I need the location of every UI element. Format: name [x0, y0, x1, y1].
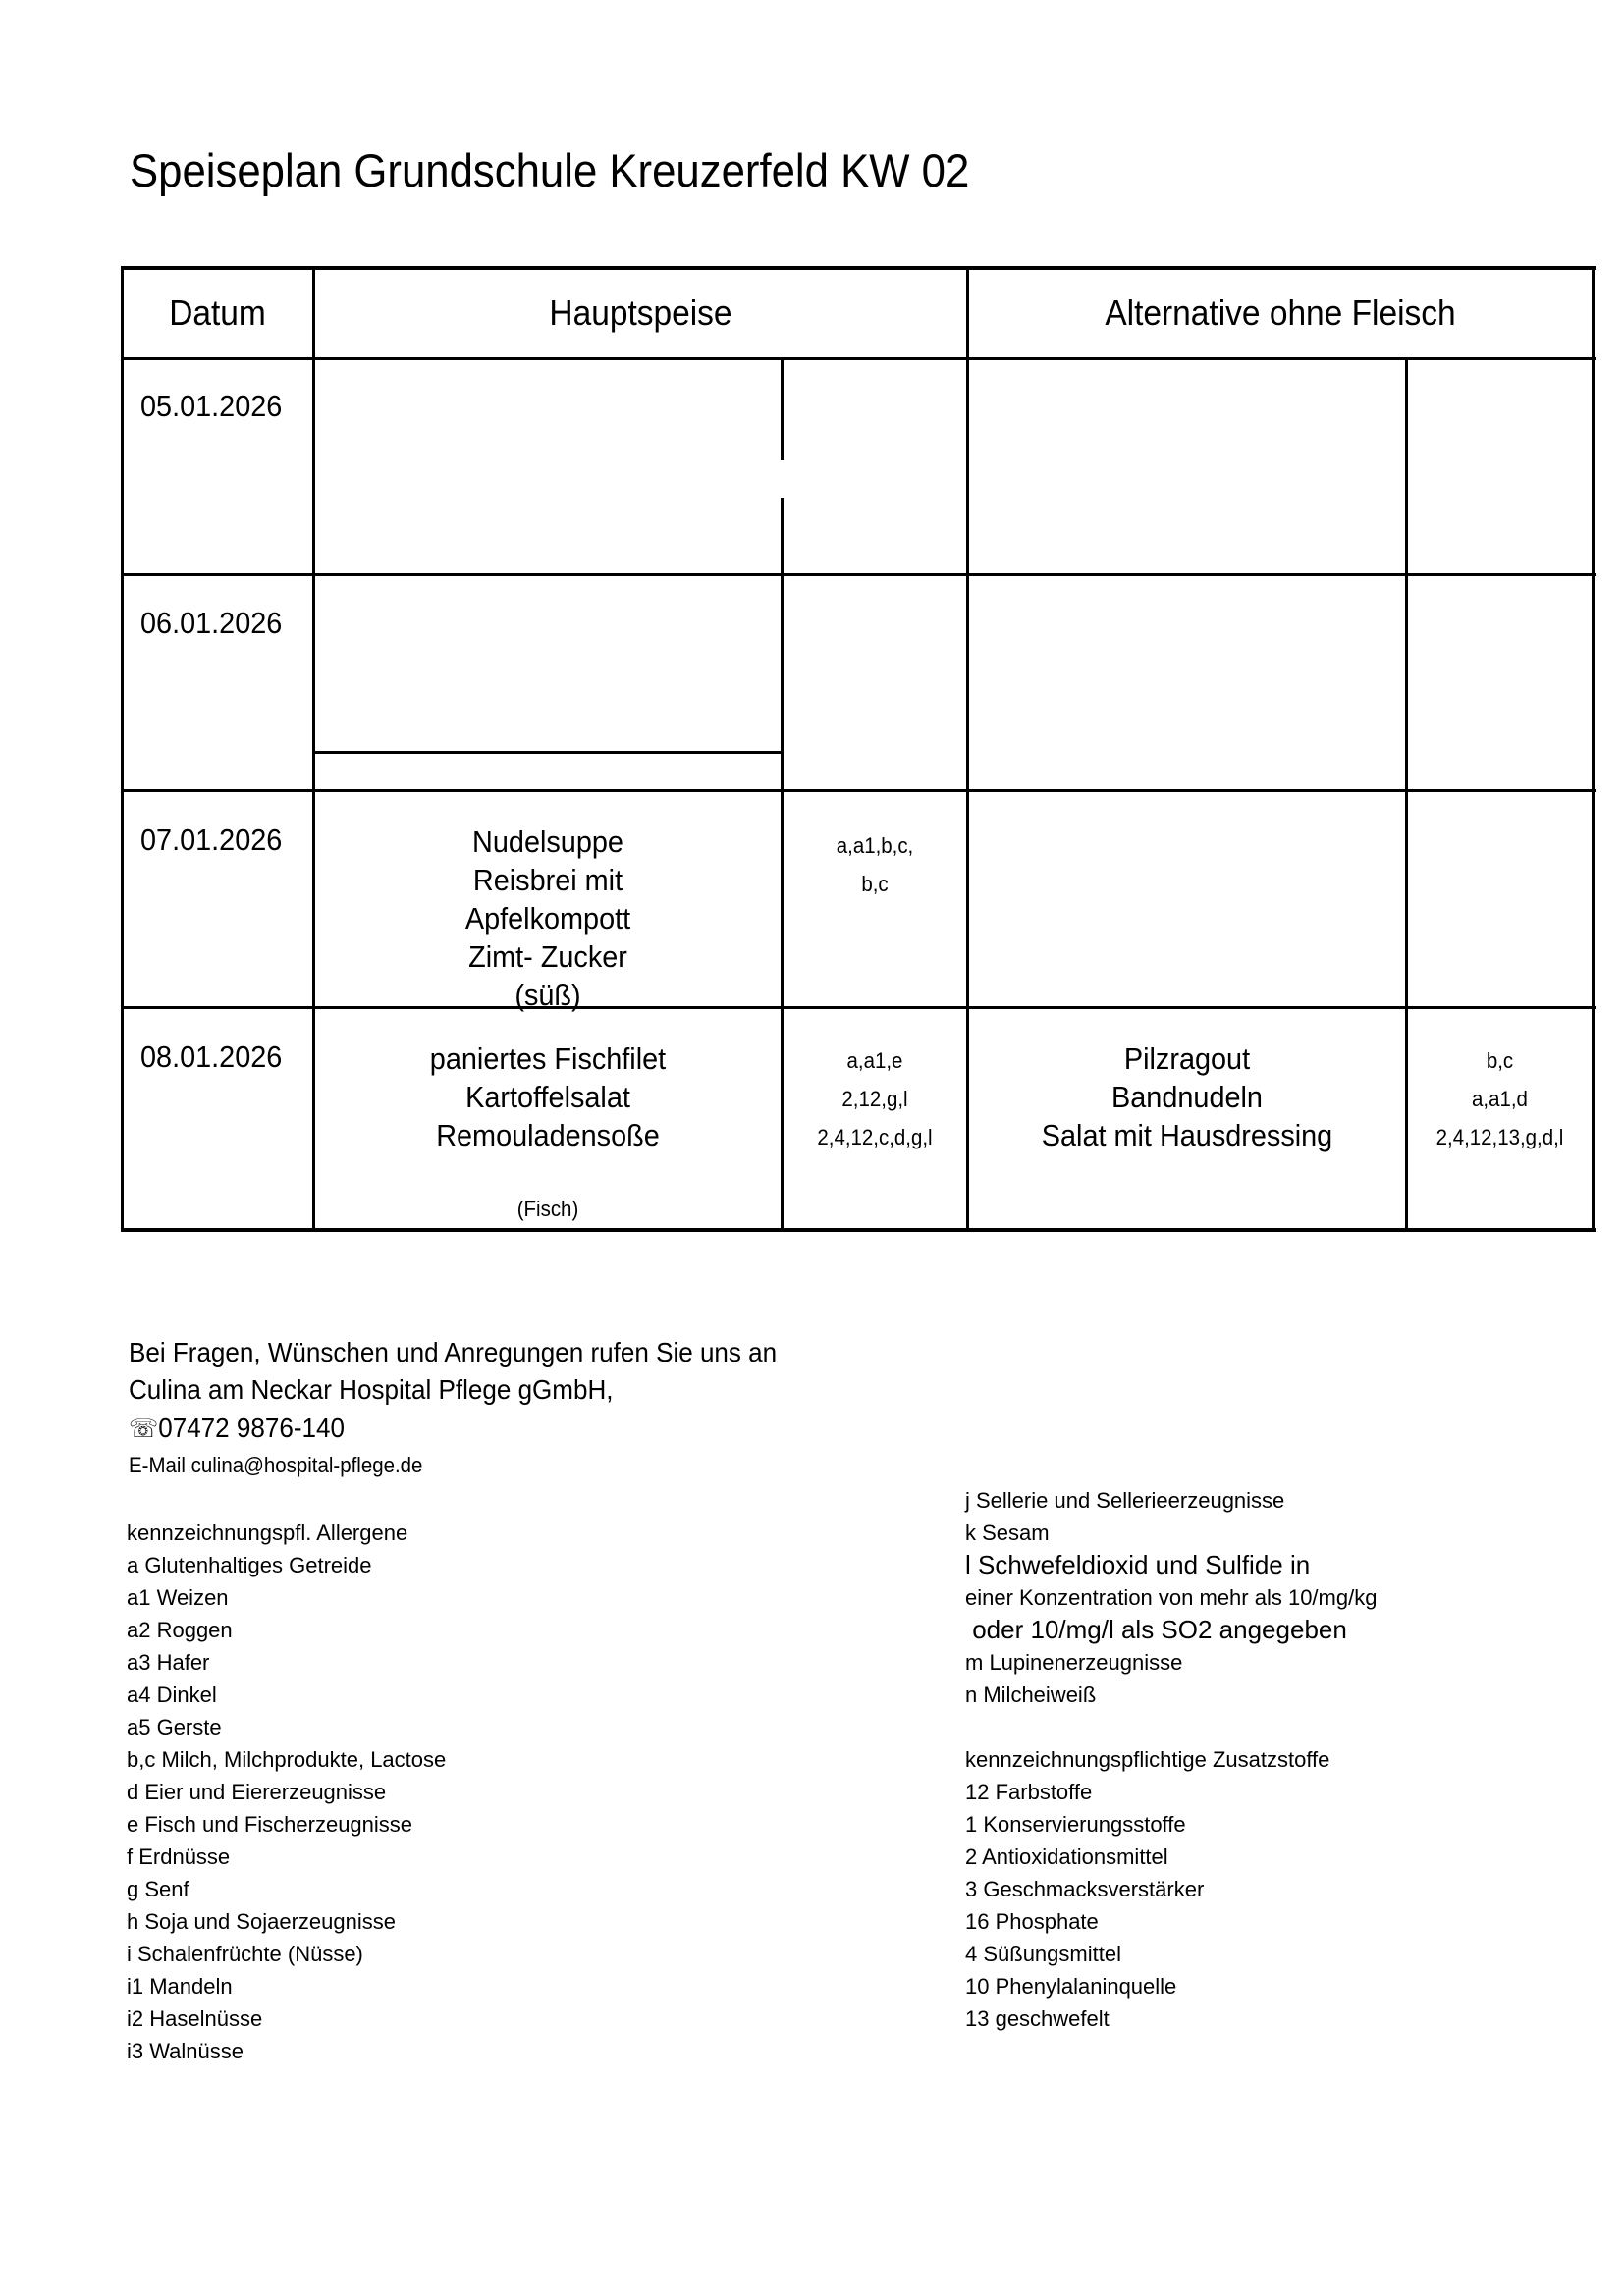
dish-line: Salat mit Hausdressing: [1041, 1118, 1333, 1152]
code-line: b,c: [1486, 1048, 1514, 1073]
row-date: 05.01.2026: [140, 389, 283, 423]
header-date: Datum: [169, 293, 266, 333]
row-divider: [121, 573, 1596, 576]
main-allergen-codes: [790, 1041, 960, 1156]
allergen-item: i1 Mandeln: [127, 1974, 233, 1999]
row-inner-divider: [313, 751, 783, 754]
allergen-item: n Milcheiweiß: [965, 1682, 1097, 1707]
col-divider-main-codes: [781, 359, 784, 460]
code-line: 2,12,g,l: [841, 1087, 908, 1111]
allergen-legend-left: [127, 1517, 446, 2067]
col-divider-date: [312, 266, 315, 1232]
allergen-item: d Eier und Eiererzeugnisse: [127, 1780, 387, 1804]
code-line: a,a1,d: [1472, 1087, 1528, 1111]
allergen-item: m Lupinenerzeugnisse: [965, 1650, 1183, 1675]
code-line: 2,4,12,13,g,d,l: [1435, 1125, 1564, 1149]
page-title: Speiseplan Grundschule Kreuzerfeld KW 02: [130, 144, 970, 196]
contact-company: Culina am Neckar Hospital Pflege gGmbH,: [129, 1374, 614, 1405]
allergen-item: einer Konzentration von mehr als 10/mg/kg: [965, 1585, 1378, 1610]
main-dish-list: [332, 1040, 765, 1154]
allergen-item: g Senf: [127, 1877, 189, 1901]
table-border-right: [1592, 266, 1595, 1232]
dish-line: Kartoffelsalat: [465, 1080, 630, 1114]
contact-phone-line: [129, 1413, 345, 1444]
additive-item: 12 Farbstoffe: [965, 1780, 1093, 1804]
allergen-item: oder 10/mg/l als SO2 angegeben: [965, 1615, 1347, 1644]
header-alternative: Alternative ohne Fleisch: [1105, 293, 1456, 333]
allergen-item: f Erdnüsse: [127, 1844, 231, 1869]
dish-line: Nudelsuppe: [472, 825, 623, 859]
col-divider-main-codes: [781, 498, 784, 1232]
alt-dish-list: [985, 1040, 1390, 1154]
allergen-item: a2 Roggen: [127, 1618, 233, 1642]
row-date: 06.01.2026: [140, 606, 283, 640]
telephone-icon: ☏: [129, 1415, 159, 1444]
allergen-item: i2 Haselnüsse: [127, 2006, 263, 2031]
table-border-top: [121, 266, 1596, 270]
additive-heading: kennzeichnungspflichtige Zusatzstoffe: [965, 1747, 1330, 1772]
allergen-item: a5 Gerste: [127, 1715, 222, 1739]
table-border-left: [121, 266, 124, 1232]
dish-line: Apfelkompott: [464, 901, 631, 935]
code-line: 2,4,12,c,d,g,l: [817, 1125, 933, 1149]
header-divider: [121, 357, 1596, 360]
dish-line: paniertes Fischfilet: [429, 1041, 667, 1076]
col-divider-alt: [966, 266, 969, 1232]
additive-item: 13 geschwefelt: [965, 2006, 1110, 2031]
additive-item: 1 Konservierungsstoffe: [965, 1812, 1186, 1837]
allergen-item: a4 Dinkel: [127, 1682, 217, 1707]
dish-line: Zimt- Zucker: [468, 939, 627, 974]
dish-line: Bandnudeln: [1111, 1080, 1263, 1114]
additive-item: 3 Geschmacksverstärker: [965, 1877, 1205, 1901]
additive-item: 10 Phenylalaninquelle: [965, 1974, 1177, 1999]
dish-line: (süß): [514, 978, 581, 1012]
dish-line: Pilzragout: [1123, 1041, 1251, 1076]
allergen-item: k Sesam: [965, 1521, 1050, 1545]
additive-legend: [965, 1743, 1329, 2035]
allergen-item: b,c Milch, Milchprodukte, Lactose: [127, 1747, 447, 1772]
allergen-item: e Fisch und Fischerzeugnisse: [127, 1812, 413, 1837]
main-allergen-codes: [790, 827, 960, 903]
row-date: 07.01.2026: [140, 823, 283, 857]
col-divider-alt-codes: [1405, 359, 1408, 1232]
table-border-bottom: [121, 1228, 1596, 1232]
contact-email[interactable]: E-Mail culina@hospital-pflege.de: [129, 1453, 423, 1477]
code-line: a,a1,e: [846, 1048, 903, 1073]
additive-item: 2 Antioxidationsmittel: [965, 1844, 1168, 1869]
additive-item: 16 Phosphate: [965, 1909, 1099, 1934]
allergen-legend-right: [965, 1484, 1377, 1711]
allergen-item: l Schwefeldioxid und Sulfide in: [965, 1550, 1311, 1579]
code-line: a,a1,b,c,: [836, 833, 914, 858]
row-date: 08.01.2026: [140, 1040, 283, 1074]
code-line: b,c: [861, 872, 889, 896]
row-divider: [121, 789, 1596, 792]
header-main-dish: Hauptspeise: [549, 293, 732, 333]
allergen-item: j Sellerie und Sellerieerzeugnisse: [965, 1488, 1285, 1513]
allergen-item: a Glutenhaltiges Getreide: [127, 1553, 372, 1577]
allergen-item: h Soja und Sojaerzeugnisse: [127, 1909, 396, 1934]
main-dish-note: (Fisch): [516, 1197, 579, 1221]
main-dish-list: [332, 823, 765, 1014]
additive-item: 4 Süßungsmittel: [965, 1942, 1121, 1966]
dish-line: Remouladensoße: [436, 1118, 660, 1152]
contact-intro: Bei Fragen, Wünschen und Anregungen rufen Sie uns an: [129, 1337, 778, 1367]
allergen-item: a1 Weizen: [127, 1585, 229, 1610]
allergen-item: a3 Hafer: [127, 1650, 210, 1675]
allergen-heading: kennzeichnungspfl. Allergene: [127, 1521, 408, 1545]
alt-allergen-codes: [1415, 1041, 1586, 1156]
dish-line: Reisbrei mit: [472, 863, 623, 897]
allergen-item: i Schalenfrüchte (Nüsse): [127, 1942, 363, 1966]
allergen-item: i3 Walnüsse: [127, 2039, 244, 2063]
contact-phone[interactable]: 07472 9876-140: [158, 1413, 345, 1443]
